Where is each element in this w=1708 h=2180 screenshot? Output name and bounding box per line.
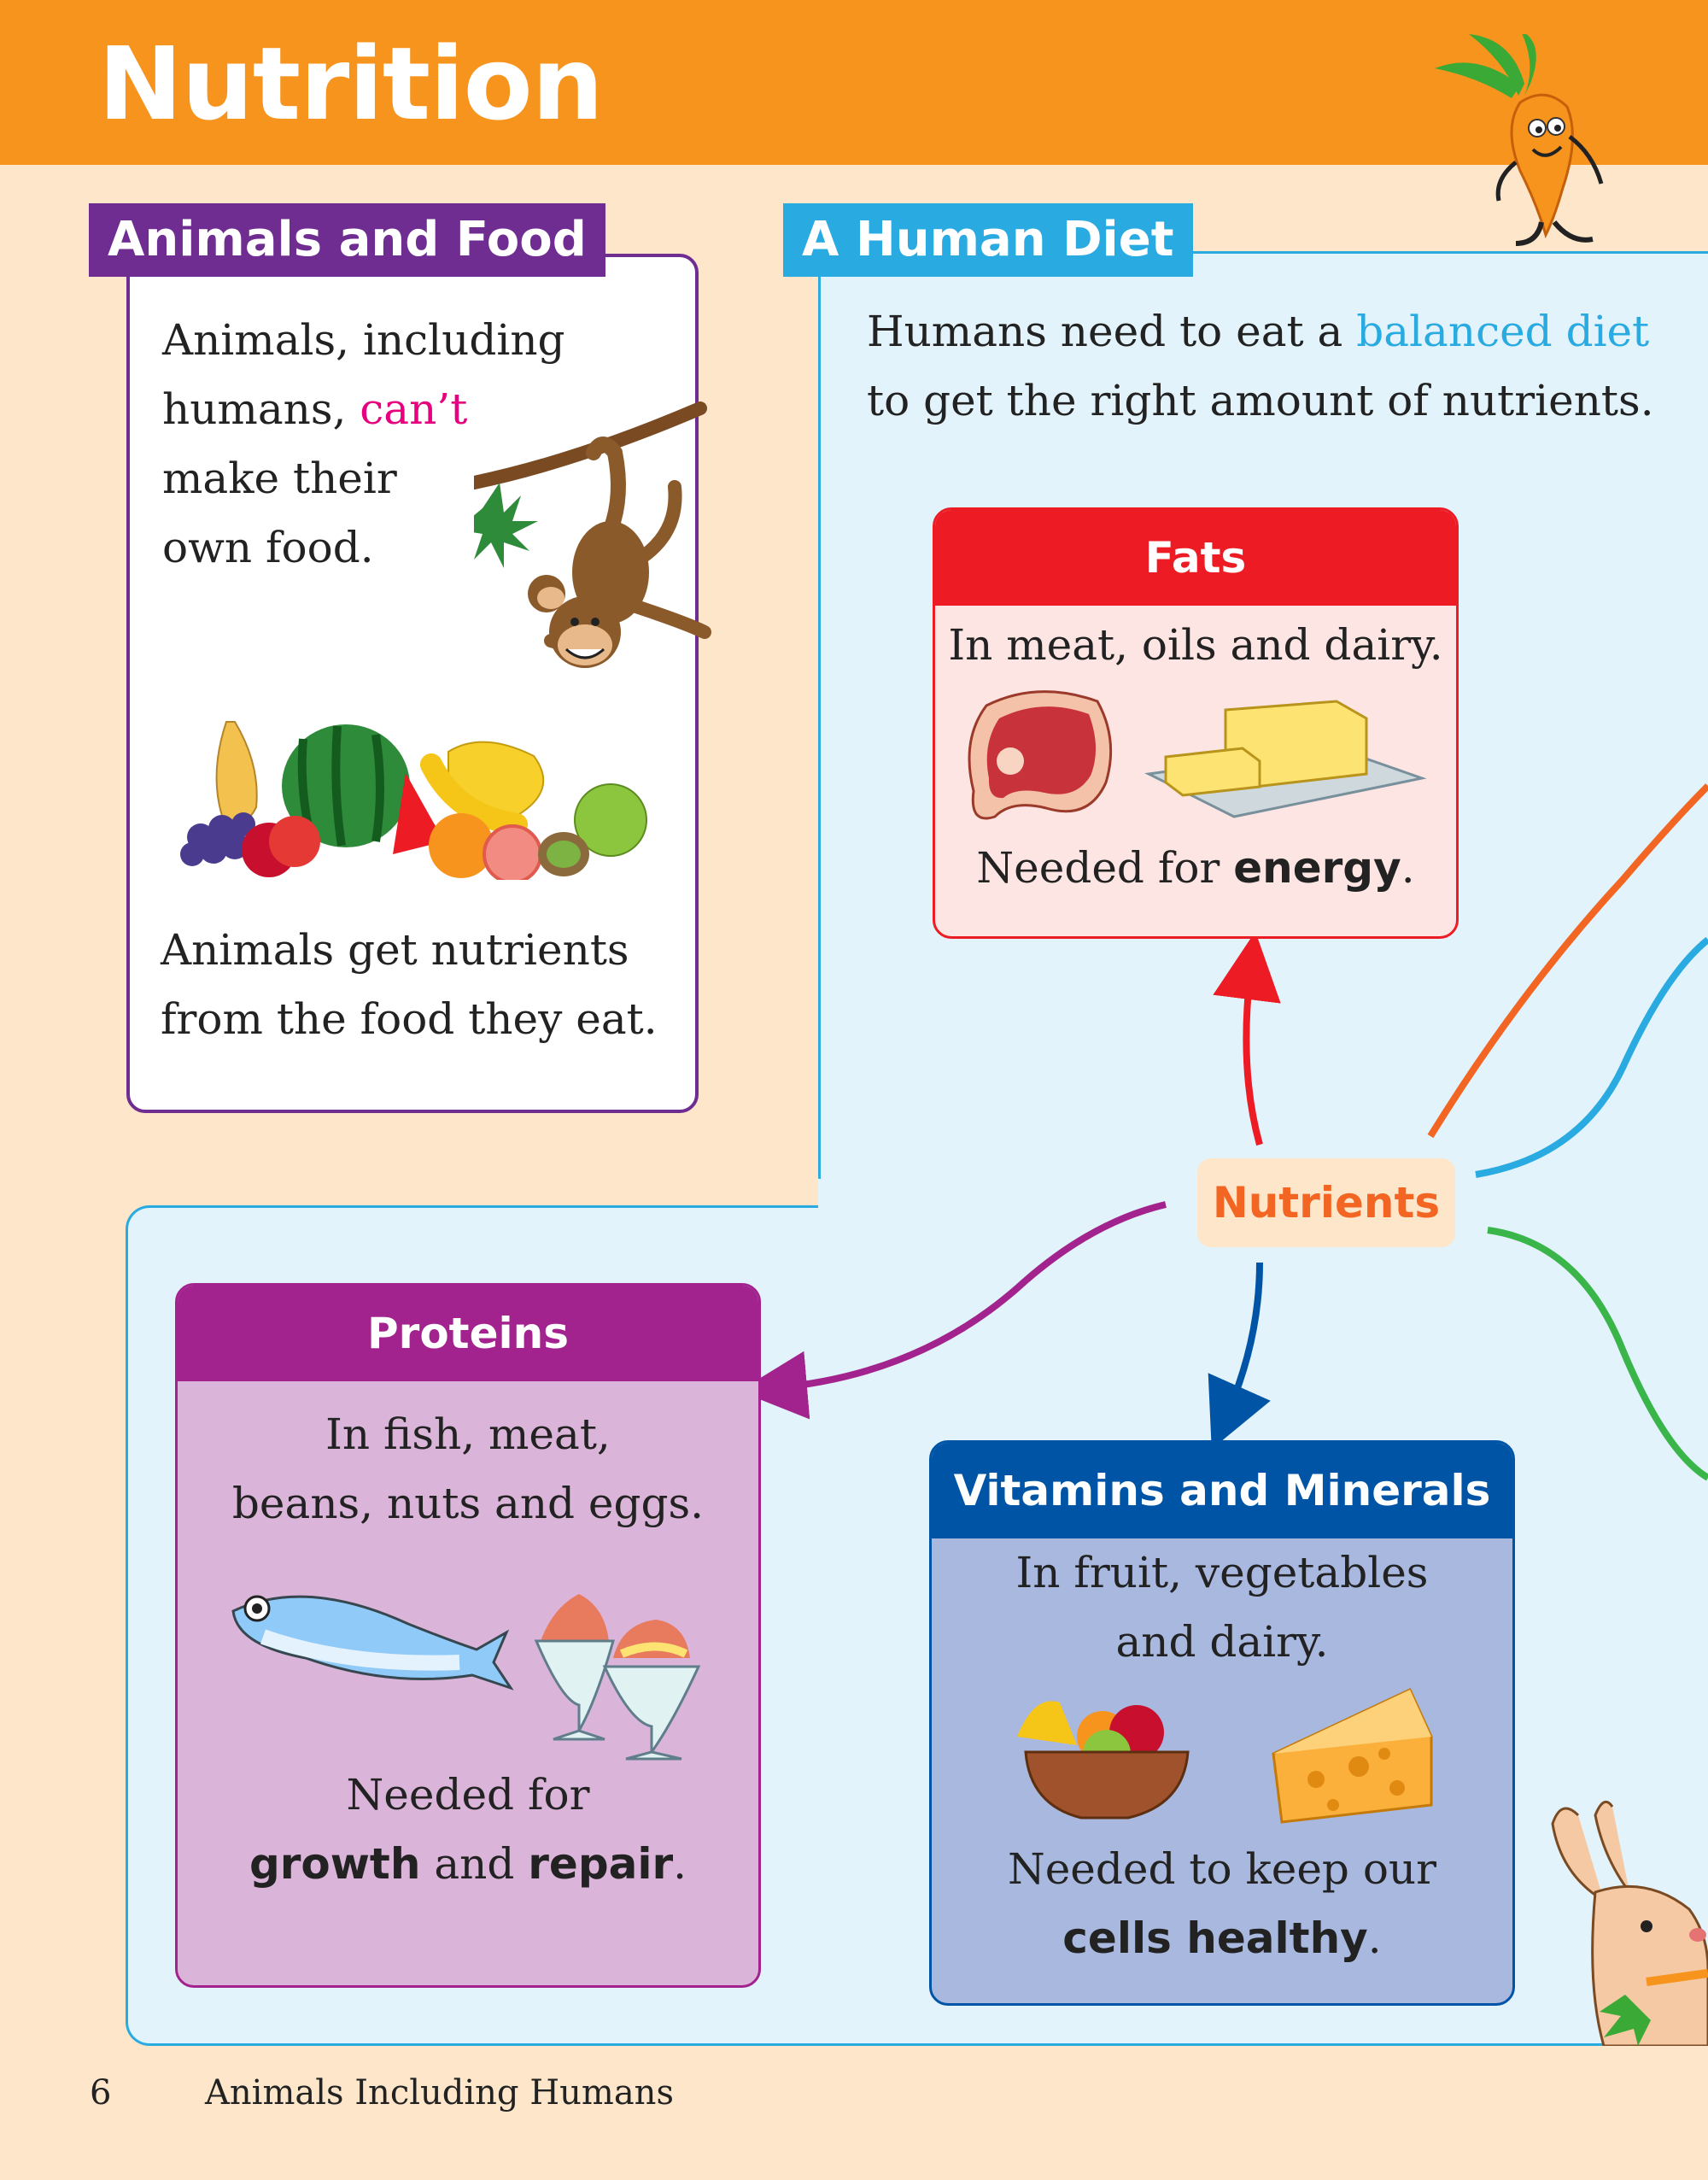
- human-diet-heading: A Human Diet: [783, 203, 1193, 277]
- cheese-icon: [1273, 1690, 1431, 1822]
- proteins-food-illustration: [178, 1538, 758, 1761]
- intro-line-3: make their: [162, 454, 397, 503]
- proteins-need-suffix: .: [673, 1839, 687, 1889]
- proteins-sources-line-2: beans, nuts and eggs.: [231, 1479, 705, 1528]
- proteins-need-repair: repair: [528, 1839, 674, 1889]
- vitamins-card: [929, 1440, 1515, 2006]
- proteins-card: [175, 1283, 761, 1988]
- vitamins-need-bold: cells healthy: [1062, 1913, 1368, 1963]
- fats-need-bold: energy: [1233, 843, 1401, 893]
- fats-food-illustration: [935, 680, 1456, 834]
- balanced-diet-highlight: balanced diet: [1356, 307, 1650, 356]
- rabbit-icon: [1544, 1798, 1708, 2046]
- human-diet-intro-line-2: to get the right amount of nutrients.: [867, 376, 1654, 425]
- proteins-sources: [178, 1400, 758, 1538]
- arrow-to-vitamins: [1225, 1263, 1260, 1418]
- butter-icon: [1149, 701, 1422, 817]
- vitamins-need-suffix: .: [1367, 1913, 1382, 1963]
- vitamins-food-illustration: [932, 1677, 1512, 1835]
- fats-need-suffix: .: [1401, 843, 1415, 893]
- intro-line-1: Animals, including: [162, 315, 565, 365]
- book-title: Animals Including Humans: [205, 2073, 674, 2113]
- proteins-sources-line-1: In fish, meat,: [325, 1409, 611, 1459]
- cant-highlight: can’t: [360, 384, 468, 434]
- vitamins-need-line-2: [932, 1904, 1512, 1973]
- steak-icon: [969, 692, 1111, 818]
- outro-line-2: from the food they eat.: [161, 994, 658, 1044]
- animals-food-heading: Animals and Food: [89, 203, 605, 277]
- fruit-bowl-icon: [1017, 1701, 1188, 1818]
- arrow-to-fats: [1246, 965, 1260, 1145]
- proteins-need-line-1: Needed for: [346, 1770, 590, 1820]
- curve-green: [1488, 1230, 1708, 1478]
- intro-line-4: own food.: [162, 523, 374, 572]
- fats-title: Fats: [935, 510, 1456, 606]
- curve-orange: [1430, 786, 1708, 1136]
- proteins-need-mid: and: [420, 1839, 529, 1889]
- vitamins-sources-line-2: and dairy.: [1115, 1617, 1329, 1667]
- curve-cyan: [1476, 940, 1708, 1175]
- fats-need: [935, 834, 1456, 903]
- vitamins-need: [932, 1835, 1512, 1973]
- vitamins-need-line-1: Needed to keep our: [1007, 1844, 1437, 1894]
- page-title: Nutrition: [98, 25, 603, 143]
- fish-icon: [233, 1597, 511, 1688]
- arrow-to-proteins: [773, 1204, 1166, 1388]
- proteins-need-line-2: [178, 1830, 758, 1899]
- page-number: 6: [90, 2073, 112, 2113]
- fats-sources: In meat, oils and dairy.: [948, 620, 1443, 670]
- vitamins-sources-line-1: In fruit, vegetables: [1015, 1548, 1429, 1597]
- proteins-need: [178, 1761, 758, 1899]
- outro-line-1: Animals get nutrients: [161, 925, 629, 975]
- fats-need-prefix: Needed for: [976, 843, 1234, 893]
- proteins-need-growth: growth: [249, 1839, 421, 1889]
- proteins-title: Proteins: [178, 1286, 758, 1381]
- intro-line-2-text: humans,: [162, 384, 360, 434]
- eggs-icon: [536, 1594, 699, 1759]
- intro-part-1: Humans need to eat a: [867, 307, 1357, 356]
- nutrients-label: Nutrients: [1197, 1158, 1455, 1247]
- vitamins-title: Vitamins and Minerals: [932, 1443, 1512, 1538]
- vitamins-sources: [932, 1538, 1512, 1677]
- fats-card: [933, 507, 1459, 939]
